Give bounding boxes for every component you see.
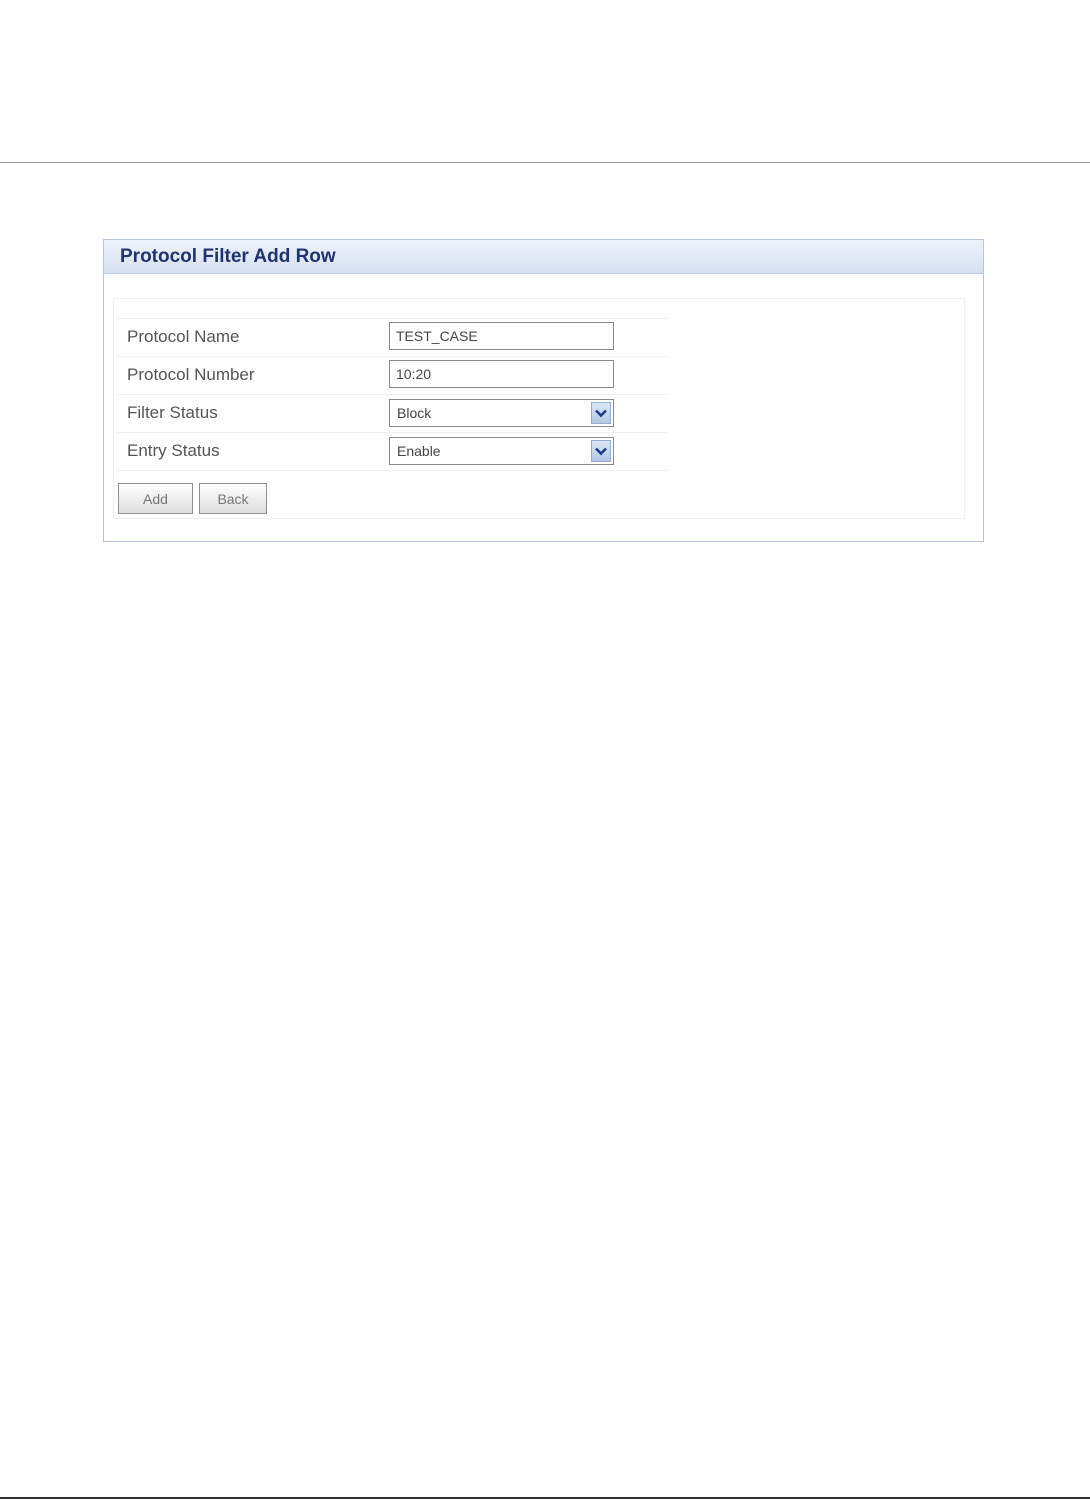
top-divider: [0, 162, 1090, 163]
protocol-number-input[interactable]: [389, 360, 614, 388]
form-row-entry-status: [117, 433, 667, 471]
form-row-protocol-name: [117, 318, 667, 357]
entry-status-value: Enable: [397, 443, 441, 459]
protocol-name-input[interactable]: [389, 322, 614, 350]
protocol-number-label: Protocol Number: [127, 365, 255, 384]
filter-status-select[interactable]: [389, 399, 614, 427]
entry-status-label: Entry Status: [127, 441, 220, 460]
form-table: [117, 318, 667, 471]
filter-status-label: Filter Status: [127, 403, 218, 422]
add-button[interactable]: Add: [118, 483, 193, 514]
chevron-down-icon[interactable]: [591, 440, 611, 462]
bottom-divider: [0, 1497, 1090, 1499]
back-button[interactable]: Back: [199, 483, 267, 514]
filter-status-value: Block: [397, 405, 432, 421]
chevron-down-icon[interactable]: [591, 402, 611, 424]
form-row-filter-status: [117, 395, 667, 433]
form-row-protocol-number: [117, 357, 667, 395]
protocol-filter-panel: [103, 239, 984, 542]
protocol-name-label: Protocol Name: [127, 327, 240, 346]
entry-status-select[interactable]: [389, 437, 614, 465]
panel-title: Protocol Filter Add Row: [104, 240, 983, 274]
